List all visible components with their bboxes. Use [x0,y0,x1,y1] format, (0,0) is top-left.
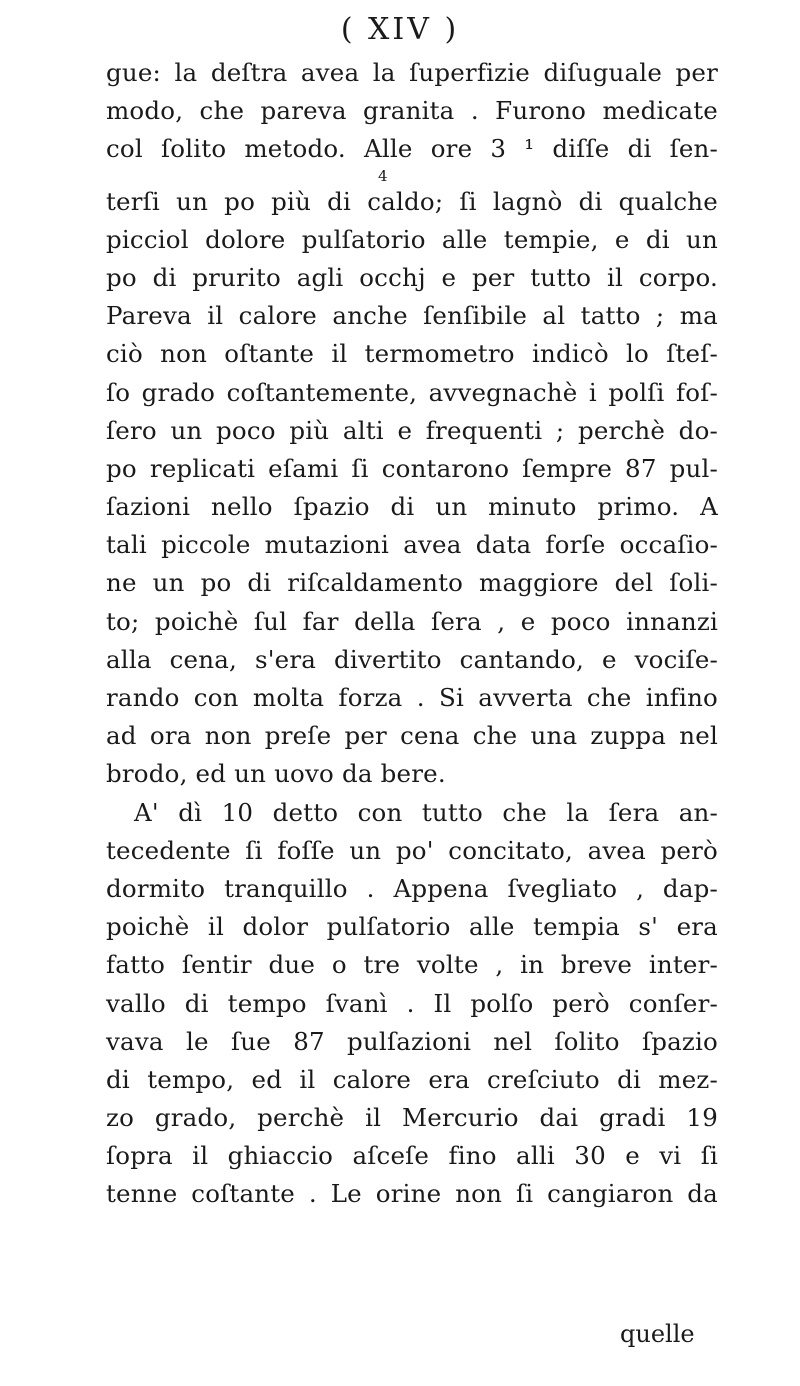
text-line: poichè il dolor pulſatorio alle tempia s' era [106,912,718,942]
text-line: rando con molta forza . Si avverta che infino [106,683,718,712]
text-line: po replicati eſami ſi contarono ſempre 87 pul- [106,453,718,483]
text-line: vava le ſue 87 pulſazioni nel ſolito ſpazio [106,1026,718,1056]
text-line: ſazioni nello ſpazio di un minuto primo. A [106,492,718,522]
text-line: Pareva il calore anche ſenſibile al tatto ; ma [106,301,718,331]
text-line: tali piccole mutazioni avea data forſe occaſio- [106,530,718,560]
text-line: to; poichè ſul far della ſera , e poco innanzi [106,606,718,636]
text-line: fatto ſentir due o tre volte , in breve inter- [106,950,718,980]
text-line: terſi un po più di caldo; ſi lagnò di qualche [106,186,718,216]
body-text [106,54,718,1214]
page-header: ( XIV ) [340,12,460,47]
text-line: ciò non oſtante il termometro indicò lo ſteſ- [106,339,718,369]
text-line: gue: la deſtra avea la ſuperfizie diſuguale per [106,58,718,87]
text-line: ad ora non preſe per cena che una zuppa nel [106,721,718,751]
text-line: ſo grado coſtantemente, avvegnachè i polſi foſ- [106,377,718,407]
text-line: ſopra il ghiaccio aſceſe fino alli 30 e vi ſi [106,1141,718,1171]
text-line: alla cena, s'era divertito cantando, e vociſe- [106,644,718,674]
paragraph-end-line: brodo, ed un uovo da bere. [106,759,446,789]
catchword: quelle [620,1320,695,1348]
text-line: zo grado, perchè il Mercurio dai gradi 19 [106,1103,718,1133]
text-line: tenne coſtante . Le orine non ſi cangiaron da [106,1179,718,1209]
paragraph-start-line: A' dì 10 detto con tutto che la ſera an- [134,797,718,827]
text-line: ſero un poco più alti e frequenti ; perchè do- [106,415,718,445]
text-line: di tempo, ed il calore era creſciuto di mez- [106,1064,718,1094]
text-line: po di prurito agli occhj e per tutto il corpo. [106,262,718,292]
text-line: modo, che pareva granita . Furono medicate [106,96,718,126]
text-line: tecedente ſi foſſe un po' concitato, avea però [106,835,718,865]
text-line: dormito tranquillo . Appena ſvegliato , dap- [106,873,718,903]
text-line: vallo di tempo ſvanì . Il polſo però conſer- [106,988,718,1018]
fraction-denominator: 4 [378,166,388,185]
text-line: picciol dolore pulſatorio alle tempie, e di un [106,224,718,254]
text-line: ne un po di riſcaldamento maggiore del ſoli- [106,568,718,598]
text-line: col ſolito metodo. Alle ore 3 ¹ diſſe di ſen- [106,134,718,164]
